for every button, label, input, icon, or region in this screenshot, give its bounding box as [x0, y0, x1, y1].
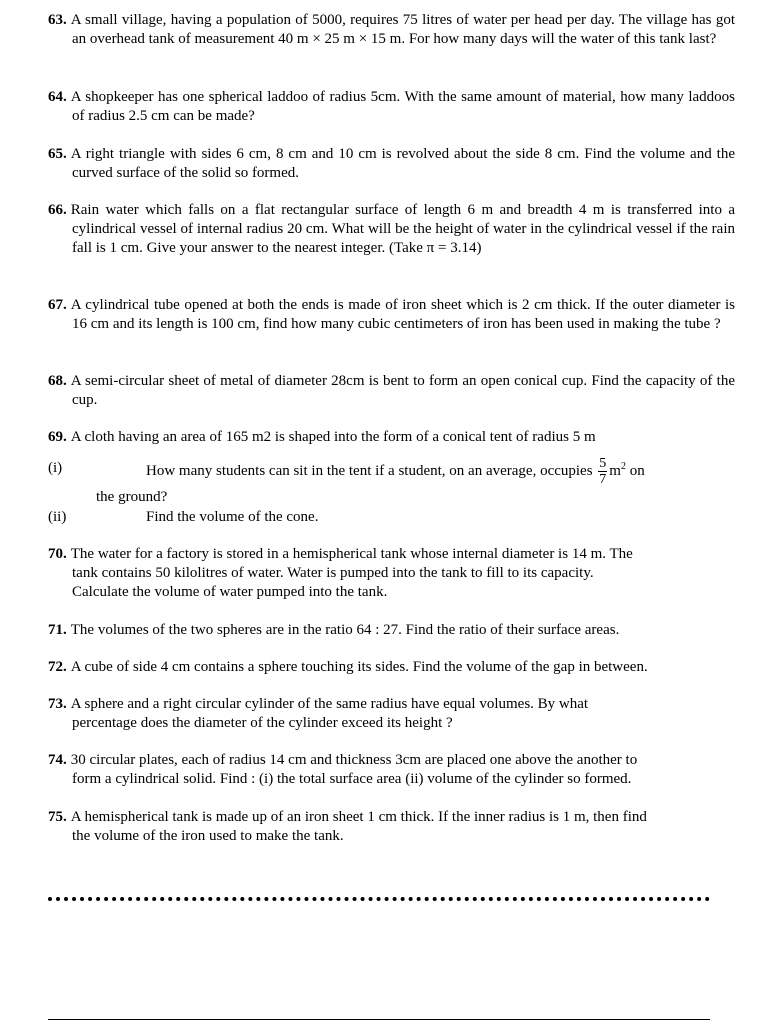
unit: m [609, 462, 621, 479]
question-text-line-1: A sphere and a right circular cylinder of the same radius have equal volumes. By what [70, 696, 589, 712]
question-text-line-1: The water for a factory is stored in a hemispherical tank whose internal diameter is 14 m. The [70, 546, 633, 562]
part-text-tail: on [629, 462, 645, 479]
question-number: 71. [48, 622, 67, 638]
question-text-line-2: form a cylindrical solid. Find : (i) the total surface area (ii) volume of the cylinder so formed. [72, 771, 632, 787]
question-68 [48, 372, 735, 410]
question-number: 67. [48, 297, 67, 313]
footer-rule [48, 1019, 710, 1020]
part-label: (i) [48, 460, 63, 476]
question-text: A small village, having a population of 5000, requires 75 litres of water per head per day. The village has got an overhead tank of measurement 40 m × 25 m × 15 m. For how many days will the water of this tank last? [70, 12, 735, 47]
question-number: 75. [48, 809, 67, 825]
part-text: Find the volume of the cone. [146, 509, 319, 525]
question-text: A cylindrical tube opened at both the ends is made of iron sheet which is 2 cm thick. If the outer diameter is 16 cm and its length is 100 cm, find how many cubic centimeters of iron has been used in making the tube ? [70, 297, 735, 332]
question-number: 72. [48, 659, 67, 675]
question-text-line-2: the volume of the iron used to make the tank. [72, 828, 344, 844]
question-67 [48, 296, 735, 334]
question-70 [48, 545, 711, 602]
question-71 [48, 621, 711, 640]
fraction [598, 456, 607, 487]
question-text: Rain water which falls on a flat rectangular surface of length 6 m and breadth 4 m is transferred into a cylindrical vessel of internal radius 20 cm. What will be the height of water in the cylindrical vessel if the rain fall is 1 cm. Give your answer to the nearest integer. (Take π = 3.14) [70, 202, 735, 256]
question-text: A shopkeeper has one spherical laddoo of radius 5cm. With the same amount of material, how many laddoos of radius 2.5 cm can be made? [70, 89, 735, 124]
question-66 [48, 201, 735, 258]
question-number: 66. [48, 202, 67, 218]
question-73 [48, 695, 711, 733]
question-number: 68. [48, 373, 67, 389]
question-69-part-i [48, 456, 711, 490]
question-number: 70. [48, 546, 67, 562]
question-text-line-1: 30 circular plates, each of radius 14 cm and thickness 3cm are placed one above the another to [70, 752, 638, 768]
question-text-line-2: tank contains 50 kilolitres of water. Water is pumped into the tank to fill to its capacity. [72, 565, 594, 581]
question-number: 69. [48, 429, 67, 445]
question-72 [48, 658, 711, 677]
question-75 [48, 808, 711, 846]
part-text-main: How many students can sit in the tent if a student, on an average, occupies [146, 462, 593, 479]
question-text-line-3: Calculate the volume of water pumped into the tank. [72, 584, 388, 600]
question-number: 74. [48, 752, 67, 768]
question-text-line-2: percentage does the diameter of the cylinder exceed its height ? [72, 715, 453, 731]
fraction-denominator: 7 [599, 472, 607, 487]
question-74 [48, 751, 711, 789]
question-number: 63. [48, 12, 67, 28]
dotted-separator [48, 897, 710, 901]
question-63 [48, 11, 735, 49]
fraction-numerator: 5 [599, 456, 607, 471]
unit-superscript: 2 [620, 460, 626, 472]
question-64 [48, 88, 735, 126]
part-text [146, 456, 645, 487]
question-text-line-1: A hemispherical tank is made up of an iron sheet 1 cm thick. If the inner radius is 1 m, then find [70, 809, 647, 825]
part-label: (ii) [48, 509, 67, 525]
part-text-continued: the ground? [96, 489, 168, 505]
question-text: The volumes of the two spheres are in the ratio 64 : 27. Find the ratio of their surface areas. [70, 622, 620, 638]
question-text: A right triangle with sides 6 cm, 8 cm and 10 cm is revolved about the side 8 cm. Find the volume and the curved surface of the solid so formed. [70, 146, 735, 181]
question-69 [48, 428, 711, 447]
question-number: 65. [48, 146, 67, 162]
question-65 [48, 145, 735, 183]
question-number: 73. [48, 696, 67, 712]
question-number: 64. [48, 89, 67, 105]
question-text: A cloth having an area of 165 m2 is shaped into the form of a conical tent of radius 5 m [70, 429, 596, 445]
question-text: A cube of side 4 cm contains a sphere touching its sides. Find the volume of the gap in between. [70, 659, 648, 675]
question-text: A semi-circular sheet of metal of diameter 28cm is bent to form an open conical cup. Find the capacity of the cup. [70, 373, 735, 408]
